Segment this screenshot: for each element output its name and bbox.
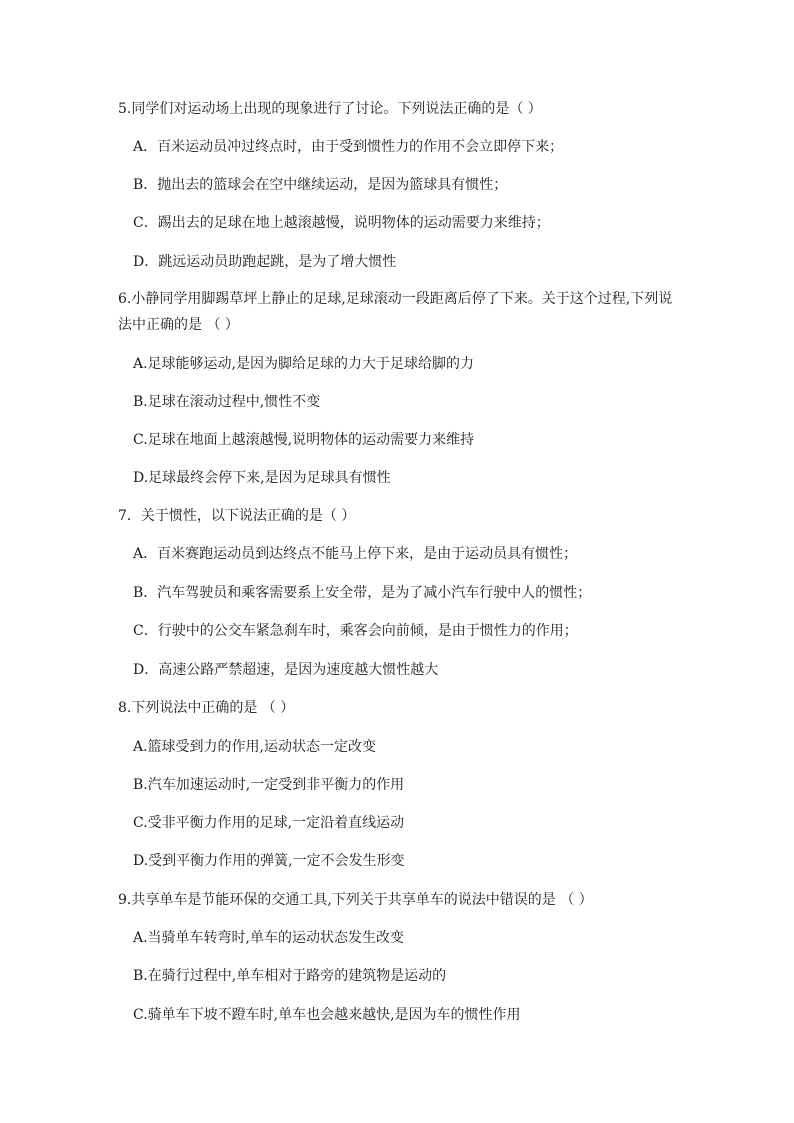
question-6-stem-line-2: 法中正确的是 （ ） bbox=[118, 317, 239, 333]
question-7-option-b: B．汽车驾驶员和乘客需要系上安全带，是为了减小汽车行驶中人的惯性； bbox=[133, 585, 592, 601]
question-6-option-b: B.足球在滚动过程中,惯性不变 bbox=[133, 394, 321, 410]
question-5-option-c: C．踢出去的足球在地上越滚越慢，说明物体的运动需要力来维持； bbox=[133, 215, 550, 231]
question-5-option-b: B．抛出去的篮球会在空中继续运动，是因为篮球具有惯性； bbox=[133, 177, 508, 193]
question-6-option-c: C.足球在地面上越滚越慢,说明物体的运动需要力来维持 bbox=[133, 432, 475, 448]
question-7-option-a: A．百米赛跑运动员到达终点不能马上停下来，是由于运动员具有惯性； bbox=[133, 546, 578, 562]
question-5-option-d: D．跳远运动员助跑起跳，是为了增大惯性 bbox=[133, 254, 397, 270]
question-6-stem-line-1: 6.小静同学用脚踢草坪上静止的足球,足球滚动一段距离后停了下来。关于这个过程,下列说 bbox=[118, 291, 673, 307]
question-6-option-a: A.足球能够运动,是因为脚给足球的力大于足球给脚的力 bbox=[133, 356, 475, 372]
question-7-stem: 7．关于惯性，以下说法正确的是（ ） bbox=[118, 508, 356, 524]
question-8-option-b: B.汽车加速运动时,一定受到非平衡力的作用 bbox=[133, 777, 405, 793]
question-9-option-c: C.骑单车下坡不蹬车时,单车也会越来越快,是因为车的惯性作用 bbox=[133, 1007, 521, 1023]
question-5-option-a: A．百米运动员冲过终点时，由于受到惯性力的作用不会立即停下来； bbox=[133, 139, 564, 155]
question-5-stem: 5.同学们对运动场上出现的现象进行了讨论。下列说法正确的是（ ） bbox=[118, 101, 542, 117]
question-8-stem: 8.下列说法中正确的是 （ ） bbox=[118, 700, 295, 716]
question-9-stem: 9.共享单车是节能环保的交通工具,下列关于共享单车的说法中错误的是 （ ） bbox=[118, 892, 593, 908]
question-7-option-d: D．高速公路严禁超速，是因为速度越大惯性越大 bbox=[133, 662, 439, 678]
question-8-option-a: A.篮球受到力的作用,运动状态一定改变 bbox=[133, 739, 377, 755]
question-7-option-c: C．行驶中的公交车紧急刹车时，乘客会向前倾，是由于惯性力的作用； bbox=[133, 623, 578, 639]
question-9-option-a: A.当骑单车转弯时,单车的运动状态发生改变 bbox=[133, 930, 405, 946]
question-8-option-d: D.受到平衡力作用的弹簧,一定不会发生形变 bbox=[133, 853, 405, 869]
question-6-option-d: D.足球最终会停下来,是因为足球具有惯性 bbox=[133, 470, 391, 486]
question-8-option-c: C.受非平衡力作用的足球,一定沿着直线运动 bbox=[133, 815, 405, 831]
question-9-option-b: B.在骑行过程中,单车相对于路旁的建筑物是运动的 bbox=[133, 968, 447, 984]
